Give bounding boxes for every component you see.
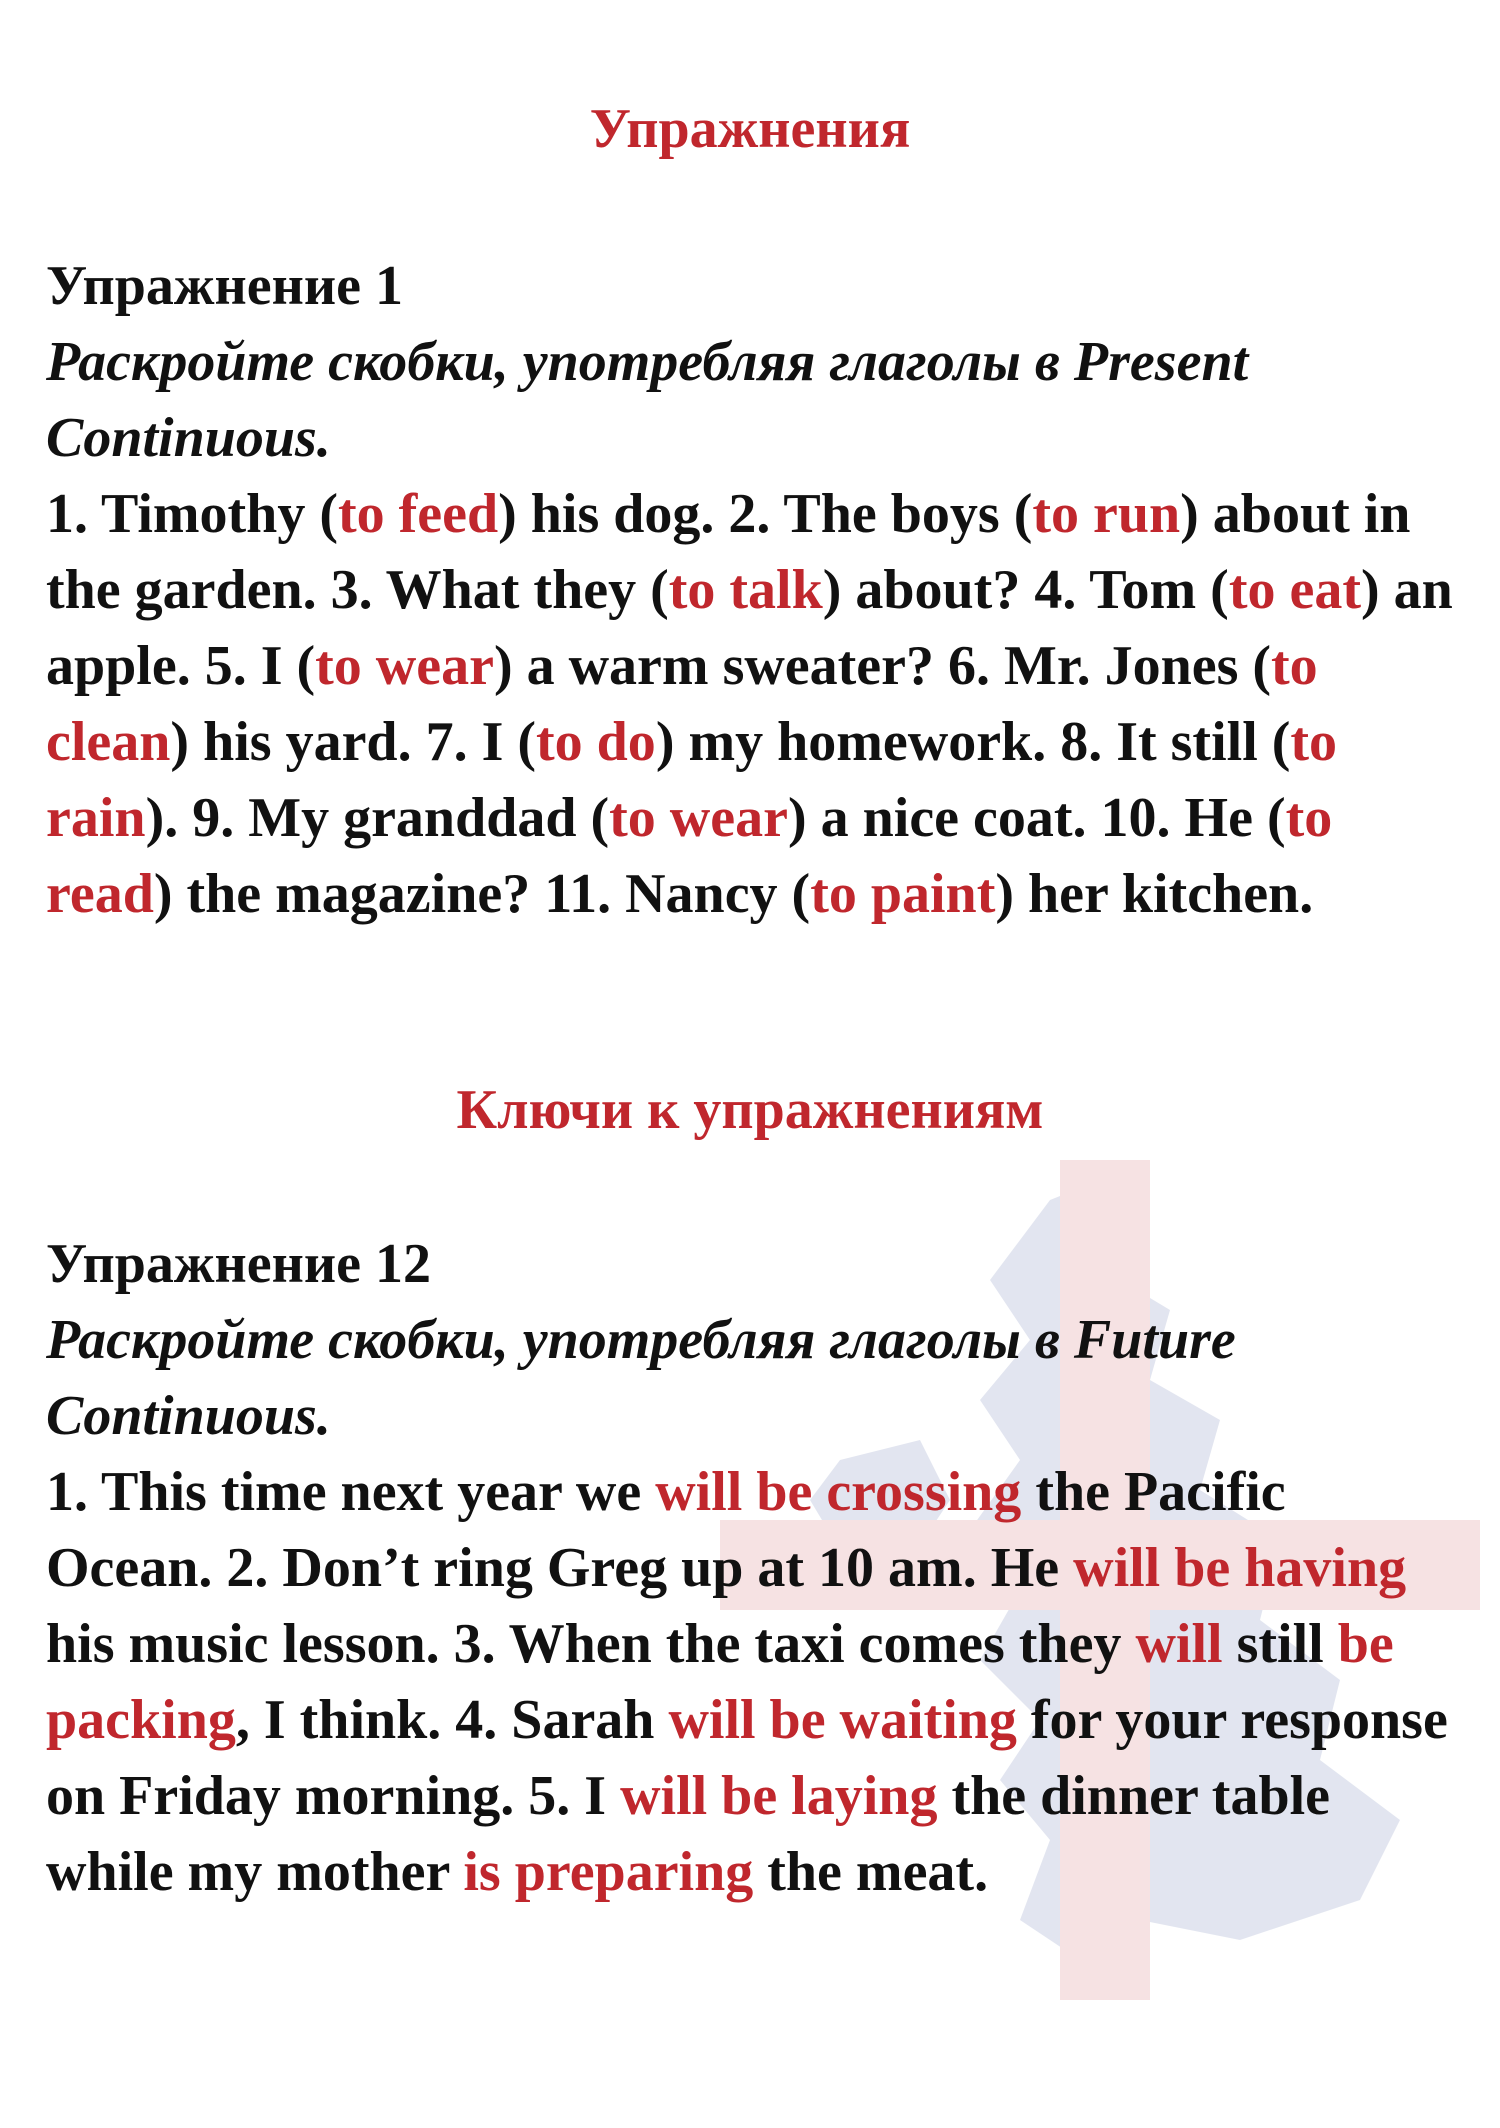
sentence-text: ) my homework. 8. It still ( [655,711,1291,773]
answer-verb: is preparing [463,1841,754,1903]
exercise-1-body [46,476,1466,932]
sentence-text: for your response on Friday morning. 5. I [46,1689,1448,1827]
sentence-text: ). 9. My granddad ( [145,787,610,849]
answer-verb: to read [46,787,1333,925]
answer-verb: to run [1032,483,1181,545]
exercise-12-title: Упражнение 12 [46,1233,432,1295]
answer-verb: to talk [668,559,823,621]
answer-verb: to paint [810,863,996,925]
sentence-text: ) an apple. 5. I ( [46,559,1453,697]
sentence-text: the dinner table while my mother [46,1765,1330,1903]
answer-verb: will be crossing [655,1461,1022,1523]
exercise-1-title: Упражнение 1 [46,255,404,317]
sentence-text: his music lesson. 3. When the taxi comes they [46,1613,1136,1675]
keys-title: Ключи к упражнениям [456,1079,1044,1141]
sentence-text: the meat. [753,1841,989,1903]
answer-verb: to eat [1228,559,1361,621]
answer-verb: to wear [609,787,788,849]
answer-verb: to rain [46,711,1338,849]
answer-verb: will be laying [620,1765,938,1827]
exercise-1-instruction: Раскройте скобки, употребляя глаголы в Present Continuous. [46,331,1249,469]
sentence-text: ) about in the garden. 3. What they ( [46,483,1411,621]
sentence-text: ) his yard. 7. I ( [170,711,537,773]
sentence-text: ) a warm sweater? 6. Mr. Jones ( [493,635,1272,697]
answer-verb: to wear [315,635,494,697]
sentence-text: ) about? 4. Tom ( [822,559,1229,621]
exercise-12-body [46,1454,1466,1910]
sentence-text: still [1222,1613,1338,1675]
answer-verb: to feed [337,483,499,545]
exercise-12-instruction: Раскройте скобки, употребляя глаголы в Future Continuous. [46,1309,1236,1447]
answer-verb: to clean [46,635,1318,773]
sentence-text: ) his dog. 2. The boys ( [498,483,1033,545]
exercise-1 [46,248,1466,932]
sentence-text: 1. This time next year we [46,1461,656,1523]
answer-verb: will [1135,1613,1223,1675]
sentence-text: 1. Timothy ( [46,483,338,545]
answer-verb: will be waiting [668,1689,1017,1751]
sentence-text: ) a nice coat. 10. He ( [787,787,1286,849]
answer-verb: will be having [1073,1537,1407,1599]
answer-verb: to do [536,711,656,773]
page-title: Упражнения [589,98,911,160]
sentence-text: , I think. 4. Sarah [235,1689,669,1751]
sentence-text: the Pacific Ocean. 2. Don’t ring Greg up at 10 am. He [46,1461,1286,1599]
sentence-text: ) her kitchen. [995,863,1314,925]
answer-verb: be packing [46,1613,1394,1751]
sentence-text: ) the magazine? 11. Nancy ( [153,863,811,925]
exercise-12 [46,1226,1466,1910]
